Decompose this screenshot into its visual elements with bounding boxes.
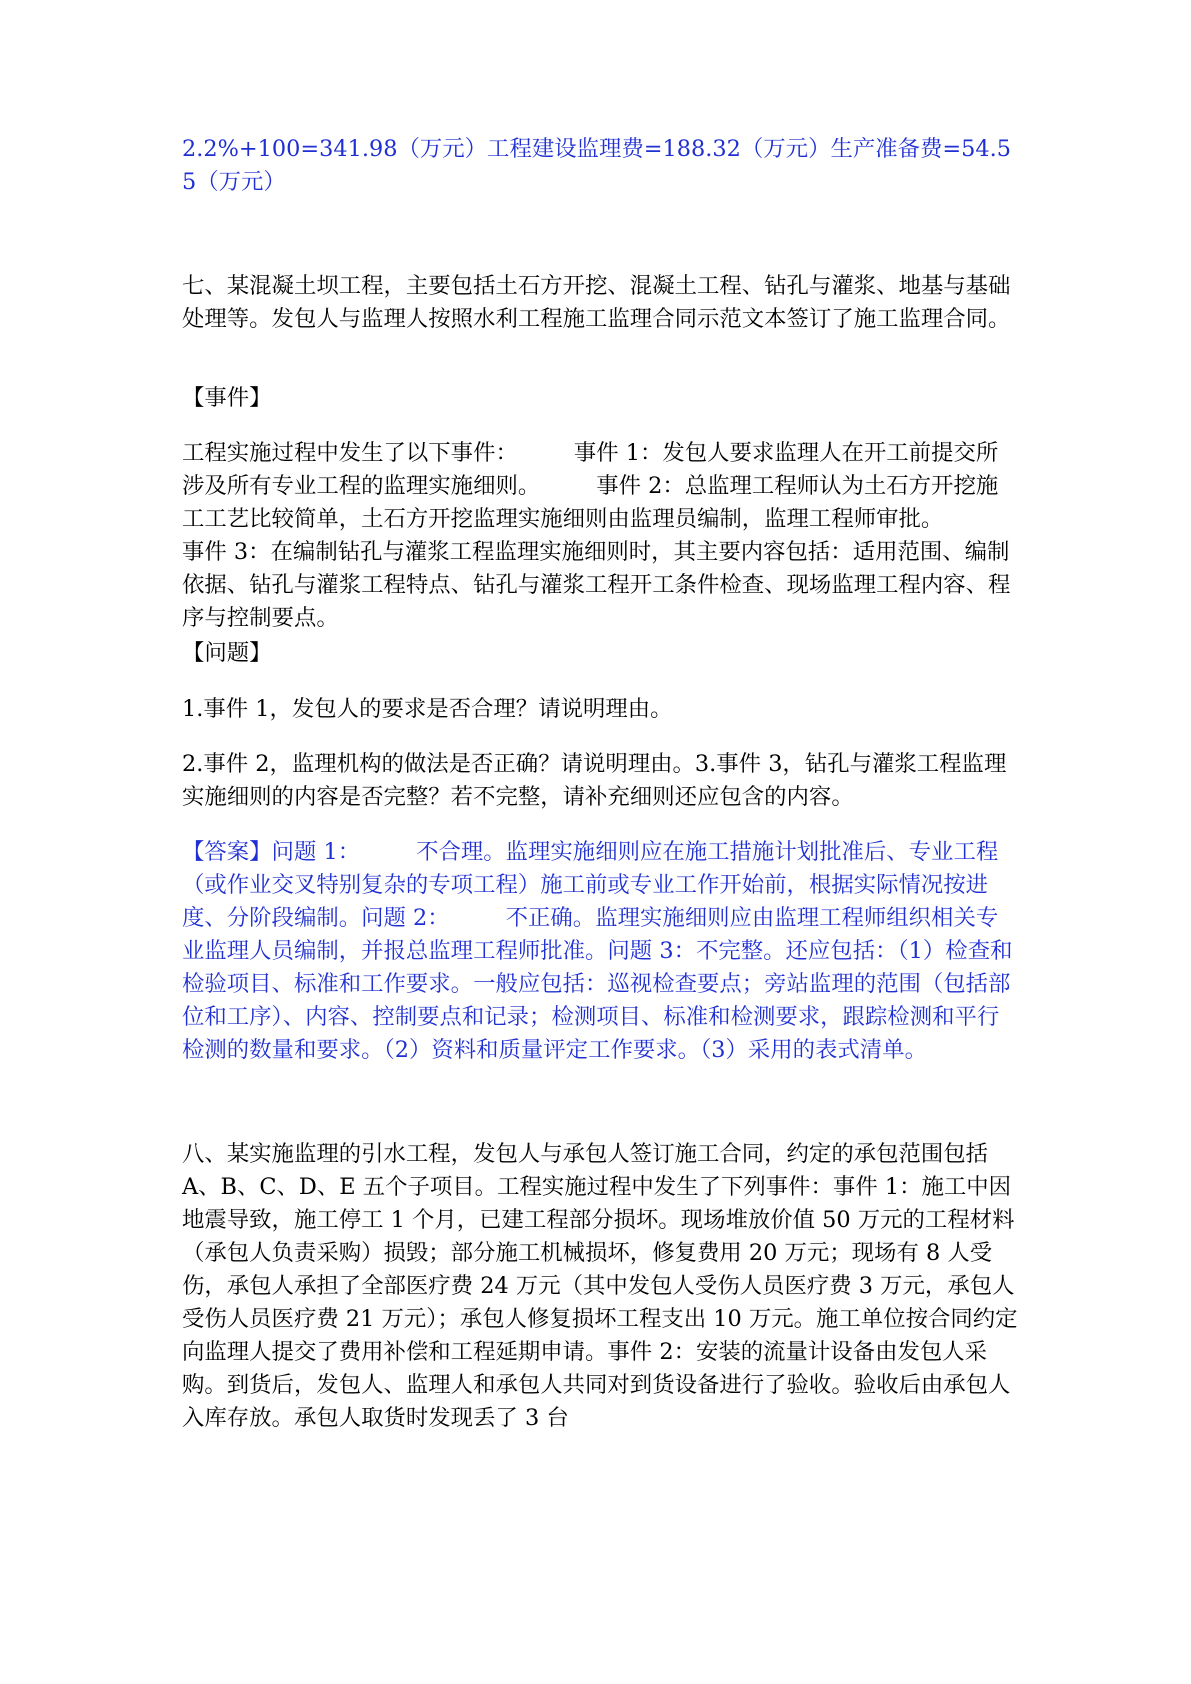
question-7-intro: 七、某混凝土坝工程，主要包括土石方开挖、混凝土工程、钻孔与灌浆、地基与基础处理等。发包人与监理人按照水利工程施工监理合同示范文本签订了施工监理合同。 [182, 273, 1011, 332]
calc-result-text: 2.2%+100=341.98（万元）工程建设监理费=188.32（万元）生产准备费=54.55（万元） [182, 136, 1012, 195]
question-8-intro: 八、某实施监理的引水工程，发包人与承包人签订施工合同，约定的承包范围包括 A、B、C、D、E 五个子项目。工程实施过程中发生了下列事件：事件 1：施工中因地震导致，施工停工 1 个月，已建工程部分损坏。现场堆放价值 50 万元的工程材料（承包人负责采购）损毁；部分施工机械损坏，修复费用 20 万元；现场有 8 人受伤，承包人承担了全部医疗费 24 万元（其中发包人受伤人员医疗费 3 万元，承包人受伤人员医疗费 21 万元）；承包人修复损坏工程支出 10 万元。施工单位按合同约定向监理人提交了费用补偿和工程延期申请。事件 2：安装的流量计设备由发包人采购。到货后，发包人、监理人和承包人共同对到货设备进行了验收。验收后由承包人入库存放。承包人取货时发现丢了 3 台 [182, 1141, 1018, 1431]
question-2-3-text: 2.事件 2，监理机构的做法是否正确？请说明理由。3.事件 3，钻孔与灌浆工程监理实施细则的内容是否完整？若不完整，请补充细则还应包含的内容。 [182, 751, 1007, 810]
answer-text: 【答案】问题 1： 不合理。监理实施细则应在施工措施计划批准后、专业工程（或作业交叉特别复杂的专项工程）施工前或专业工作开始前，根据实际情况按进度、分阶段编制。问题 2： 不正确。监理实施细则应由监理工程师组织相关专业监理人员编制，并报总监理工程师批准。问题 3：不完整。还应包括：（1）检查和检验项目、标准和工作要求。一般应包括：巡视检查要点；旁站监理的范围（包括部位和工序）、内容、控制要点和记录；检测项目、标准和检测要求，跟踪检测和平行检测的数量和要求。（2）资料和质量评定工作要求。（3）采用的表式清单。 [182, 839, 1013, 1063]
events-text: 工程实施过程中发生了以下事件： 事件 1：发包人要求监理人在开工前提交所涉及所有专业工程的监理实施细则。 事件 2：总监理工程师认为土石方开挖施工工艺比较简单，土石方开挖监理实施细则由监理员编制，监理工程师审批。 事件 3：在编制钻孔与灌浆工程监理实施细则时，其主要内容包括：适用范围、编制依据、钻孔与灌浆工程特点、钻孔与灌浆工程开工条件检查、现场监理工程内容、程序与控制要点。 [182, 440, 1011, 631]
question-1-text: 1.事件 1，发包人的要求是否合理？请说明理由。 [182, 696, 673, 722]
questions-heading: 【问题】 [182, 640, 272, 666]
events-heading: 【事件】 [182, 385, 272, 411]
